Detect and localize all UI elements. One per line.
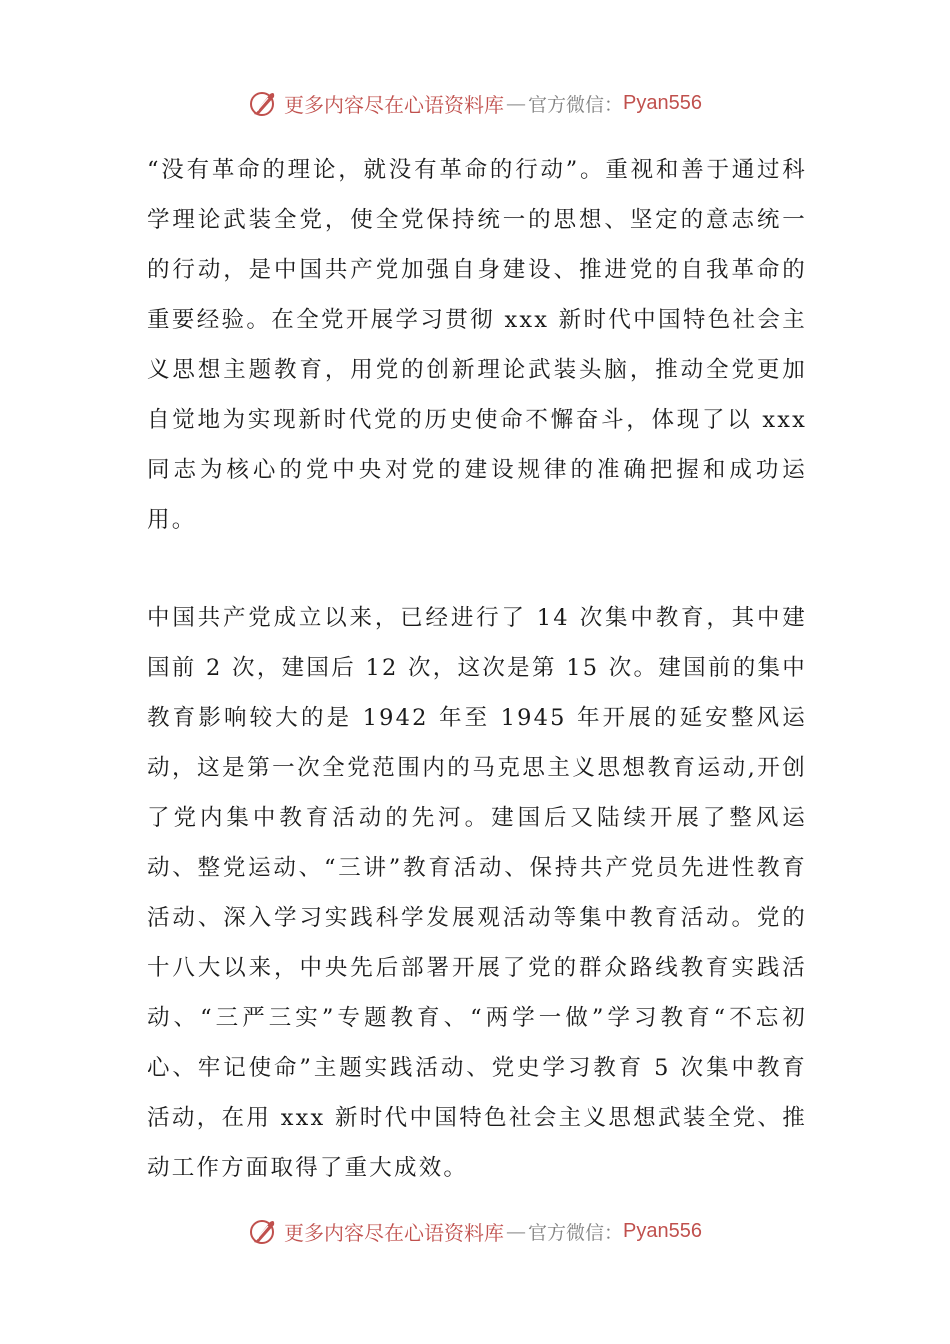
quill-logo-icon	[248, 88, 278, 118]
wechat-label: 官方微信：	[528, 93, 624, 116]
site-name: 更多内容尽在心语资料库	[284, 92, 504, 117]
quill-logo-icon	[248, 1216, 278, 1246]
separator-dash: —	[506, 91, 526, 115]
wechat-label: 官方微信：	[528, 1221, 624, 1244]
document-body	[147, 145, 807, 1193]
footer-banner	[0, 1211, 950, 1251]
wechat-id: Pyan556	[623, 1219, 702, 1242]
paragraph-1: “没有革命的理论，就没有革命的行动”。重视和善于通过科学理论武装全党，使全党保持统一的思想、坚定的意志统一的行动，是中国共产党加强自身建设、推进党的自我革命的重要经验。在全党开展学习贯彻 xxx 新时代中国特色社会主义思想主题教育，用党的创新理论武装头脑，推动全党更加自觉地为实现新时代党的历史使命不懈奋斗，体现了以 xxx 同志为核心的党中央对党的建设规律的准确把握和成功运用。	[147, 157, 807, 533]
header-banner	[0, 83, 950, 123]
wechat-id: Pyan556	[623, 91, 702, 114]
site-name: 更多内容尽在心语资料库	[284, 1220, 504, 1245]
separator-dash: —	[506, 1219, 526, 1243]
paragraph-2: 中国共产党成立以来，已经进行了 14 次集中教育，其中建国前 2 次，建国后 12 次，这次是第 15 次。建国前的集中教育影响较大的是 1942 年至 1945 年开展的延安整风运动，这是第一次全党范围内的马克思主义思想教育运动,开创了党内集中教育活动的先河。建国后又陆续开展了整风运动、整党运动、“三讲”教育活动、保持共产党员先进性教育活动、深入学习实践科学发展观活动等集中教育活动。党的十八大以来，中央先后部署开展了党的群众路线教育实践活动、“三严三实”专题教育、“两学一做”学习教育“不忘初心、牢记使命”主题实践活动、党史学习教育 5 次集中教育活动，在用 xxx 新时代中国特色社会主义思想武装全党、推动工作方面取得了重大成效。	[147, 605, 807, 1181]
